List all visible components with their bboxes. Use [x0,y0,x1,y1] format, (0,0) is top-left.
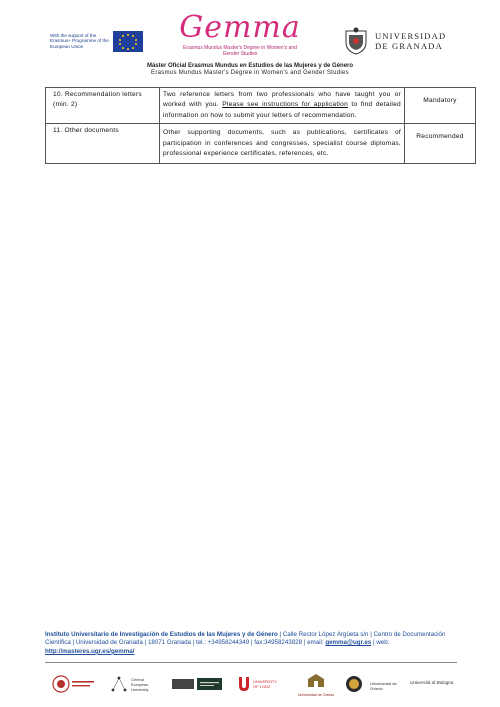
description-text: Two reference letters from two professionals who have taught you or worked with you. [163,91,401,109]
master-title-es: Máster Oficial Erasmus Mundus en Estudios de las Mujeres y de Género [146,63,354,69]
eu-support-text: With the support of the Erasmus+ Programme of the European Union [50,32,109,49]
requirement-description [160,88,405,124]
oviedo-building-icon [306,672,326,688]
partner-logo-text: Universidad de Oviedo [370,681,397,691]
lodz-name: UNIVERSITY OF LODZ [253,679,277,689]
lodz-mark-icon [238,676,250,692]
instructions-link[interactable]: Please see instructions for application [222,101,348,109]
email-link[interactable]: gemma@ugr.es [325,639,372,647]
web-link[interactable]: http://masteres.ugr.es/gemma/ [45,647,135,655]
gemma-subtitle: Erasmus Mundus Master's Degree in Women's and Gender Studies [183,45,297,57]
partner-seal-icon [344,672,364,696]
institute-address: | Calle Rector López Argüeta s/n | Centro de Documentación Científica | Universidad de Granada | 18071 Granada | tel.: +34958244349 | fax:34958243828 | email: [45,631,446,647]
ceu-logo [110,672,162,696]
web-label: | web: [373,639,390,647]
description-text: to find detailed information on how to submit your letters of recommendation. [163,101,401,119]
eu-flag-icon [113,31,143,52]
requirements-table [45,87,476,164]
requirement-description: Other supporting documents, such as publications, certificates of participation in conferences and congresses, specialist course diplomas, professional experience certificates, references, etc. [160,124,405,164]
partner-logos [48,672,458,696]
ugr-line1: UNIVERSIDAD [375,31,447,41]
ugr-wordmark [375,31,446,51]
requirement-status: Recommended [405,124,476,164]
requirement-name: 10. Recommendation letters (min. 2) [46,88,160,124]
requirement-status: Mandatory [405,88,476,124]
ugr-line2: DE GRANADA [375,41,443,51]
lodz-logo [238,672,282,696]
gemma-wordmark: Gemma [179,10,301,45]
master-title-en: Erasmus Mundus Master's Degree in Women's and Gender Studies [151,70,349,76]
partner-logo-dark-icon [172,672,224,696]
footer-contact [45,631,460,656]
masthead [0,63,500,77]
ugr-logo [343,27,446,55]
university-seal-icon [52,672,96,696]
table-row [46,88,476,124]
eu-logo [50,29,146,53]
footer-divider [45,662,457,663]
oviedo-name: Universidad de Oviedo [297,693,335,697]
ceu-name: Central European University [131,676,149,692]
gemma-logo [175,12,305,57]
ceu-mark-icon [110,675,128,693]
table-row [46,124,476,164]
ugr-crest-icon [343,27,369,55]
oviedo-logo [296,672,336,696]
institute-name: Instituto Universitario de Investigación de Estudios de las Mujeres y de Género [45,631,278,638]
bologna-logo: Università di Bologna [410,680,454,685]
requirement-name: 11. Other documents [46,124,160,164]
